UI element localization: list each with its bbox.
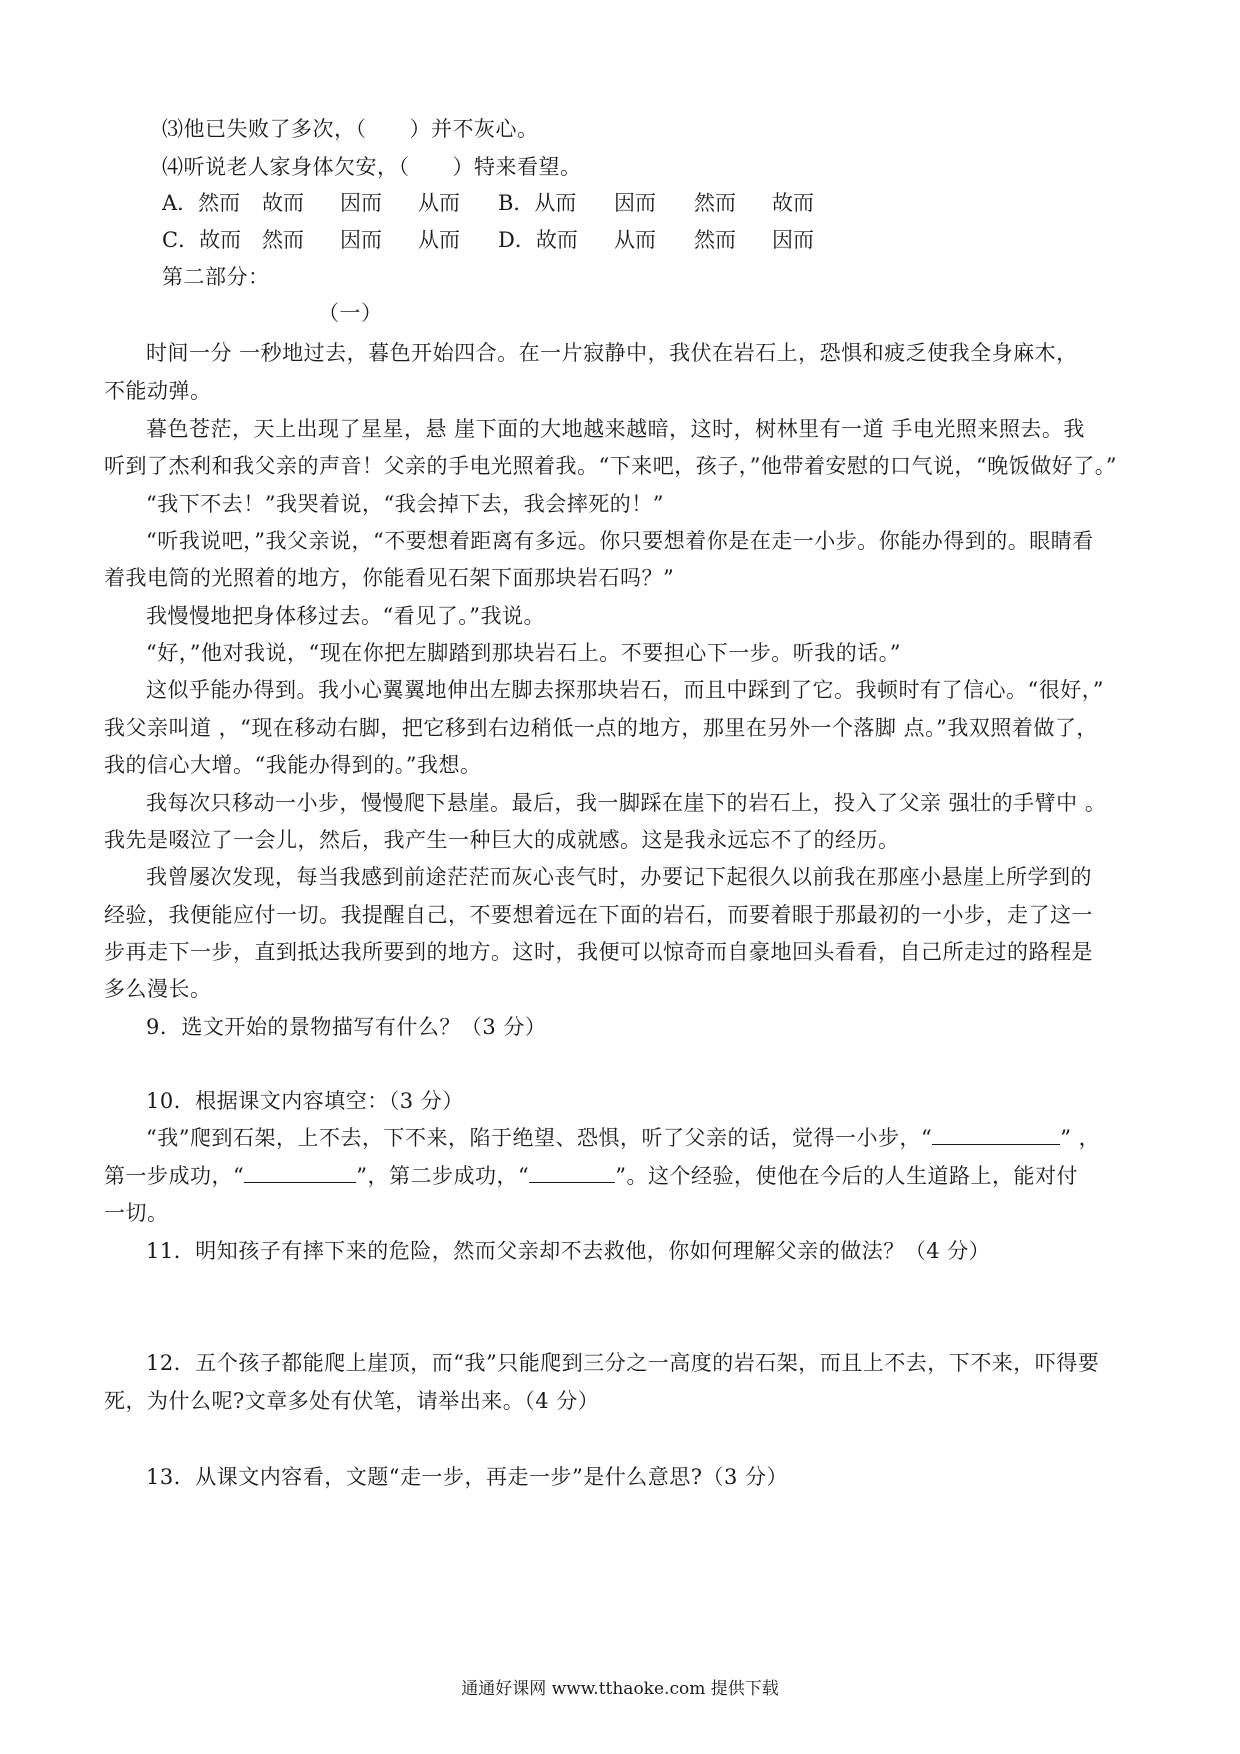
question-11: 11．明知孩子有摔下来的危险，然而父亲却不去救他，你如何理解父亲的做法？（4 分） [146, 1239, 991, 1263]
question-12-line-2: 死，为什么呢?文章多处有伏笔，请举出来。（4 分） [104, 1389, 600, 1413]
option-word: 因而 [340, 191, 382, 215]
question-9: 9．选文开始的景物描写有什么？（3 分） [146, 1015, 547, 1039]
passage-line: 时间一分 一秒地过去，暮色开始四合。在一片寂静中，我伏在岩石上，恐惧和疲乏使我全身麻木， [146, 341, 1078, 365]
option-a: A．然而 [162, 191, 241, 215]
passage-line: 我父亲叫道 ，“现在移动右脚，把它移到右边稍低一点的地方，那里在另外一个落脚 点。”我双照着做了， [104, 716, 1098, 740]
passage-line: 着我电筒的光照着的地方，你能看见石架下面那块岩石吗？” [104, 566, 675, 590]
question-10-line-2: 第一步成功，“ ”，第二步成功，“ ”。这个经验，使他在今后的人生道路上，能对付 [104, 1157, 1064, 1195]
option-word: 因而 [614, 191, 656, 215]
option-word: 从而 [418, 191, 460, 215]
option-word: 因而 [772, 228, 814, 252]
passage-line: “好，”他对我说，“现在你把左脚踏到那块岩石上。不要担心下一步。听我的话。” [146, 641, 901, 665]
question-10-line-1: “我”爬到石架，上不去，下不来，陷于绝望、恐惧，听了父亲的话，觉得一小步，“ ” ， [146, 1119, 1106, 1157]
passage-line: 我慢慢地把身体移过去。“看见了。”我说。 [146, 604, 545, 628]
question-12: 12．五个孩子都能爬上崖顶，而“我”只能爬到三分之一高度的岩石架，而且上不去，下不来，吓得要 [146, 1351, 1100, 1375]
option-b: B．从而 [498, 191, 577, 215]
passage-line: 步再走下一步，直到抵达我所要到的地方。这时，我便可以惊奇而自豪地回头看看，自己所走过的路程是 [104, 940, 1093, 964]
passage-line: 不能动弹。 [104, 379, 212, 403]
option-word: 然而 [694, 191, 736, 215]
option-word: 从而 [614, 228, 656, 252]
passage-line: 暮色苍茫，天上出现了星星，悬 崖下面的大地越来越暗，这时，树林里有一道 手电光照来照去。我 [146, 417, 1085, 441]
page-footer: 通通好课网 www.tthaoke.com 提供下载 [461, 1679, 779, 1699]
question-10: 10．根据课文内容填空：（3 分） [146, 1089, 464, 1113]
option-word: 故而 [772, 191, 814, 215]
passage-line: 我每次只移动一小步，慢慢爬下悬崖。最后，我一脚踩在崖下的岩石上，投入了父亲 强壮的手臂中 。 [146, 791, 1107, 815]
option-word: 然而 [262, 228, 304, 252]
passage-line: “听我说吧，”我父亲说，“不要想着距离有多远。你只要想着你是在走一小步。你能办得到的。眼睛看 [146, 529, 1094, 553]
option-word: 然而 [694, 228, 736, 252]
passage-line: 我的信心大增。“我能办得到的。”我想。 [104, 753, 482, 777]
passage-line: 我先是啜泣了一会儿，然后，我产生一种巨大的成就感。这是我永远忘不了的经历。 [104, 828, 900, 852]
option-d: D．故而 [498, 228, 578, 252]
option-word: 从而 [418, 228, 460, 252]
passage-line: 这似乎能办得到。我小心翼翼地伸出左脚去探那块岩石，而且中踩到了它。我顿时有了信心。“很好，” [146, 678, 1104, 702]
fill-blank-2[interactable] [244, 1160, 356, 1183]
passage-line: 经验，我便能应付一切。我提醒自己，不要想着远在下面的岩石，而要着眼于那最初的一小步，走了这一 [104, 903, 1093, 927]
question-4: ⑷听说老人家身体欠安，（ ）特来看望。 [162, 155, 582, 179]
passage-line: “我下不去！”我哭着说，“我会掉下去，我会摔死的！” [146, 492, 664, 516]
fill-blank-3[interactable] [529, 1160, 615, 1183]
option-word: 因而 [340, 228, 382, 252]
fill-blank-1[interactable] [932, 1122, 1060, 1145]
section-one-heading: （一） [318, 301, 383, 325]
passage-line: 我曾屡次发现，每当我感到前途茫茫而灰心丧气时，办要记下起很久以前我在那座小悬崖上所学到的 [146, 865, 1092, 889]
option-word: 故而 [262, 191, 304, 215]
question-13: 13．从课文内容看，文题“走一步，再走一步”是什么意思?（3 分） [146, 1465, 788, 1489]
passage-line: 听到了杰利和我父亲的声音！父亲的手电光照着我。“下来吧，孩子，”他带着安慰的口气说，“晚饭做好了。” [104, 454, 1117, 478]
question-3: ⑶他已失败了多次，（ ）并不灰心。 [162, 117, 539, 141]
option-c: C．故而 [162, 228, 242, 252]
question-10-line-3: 一切。 [104, 1201, 169, 1225]
passage-line: 多么漫长。 [104, 977, 212, 1001]
part-two-heading: 第二部分： [162, 265, 270, 289]
